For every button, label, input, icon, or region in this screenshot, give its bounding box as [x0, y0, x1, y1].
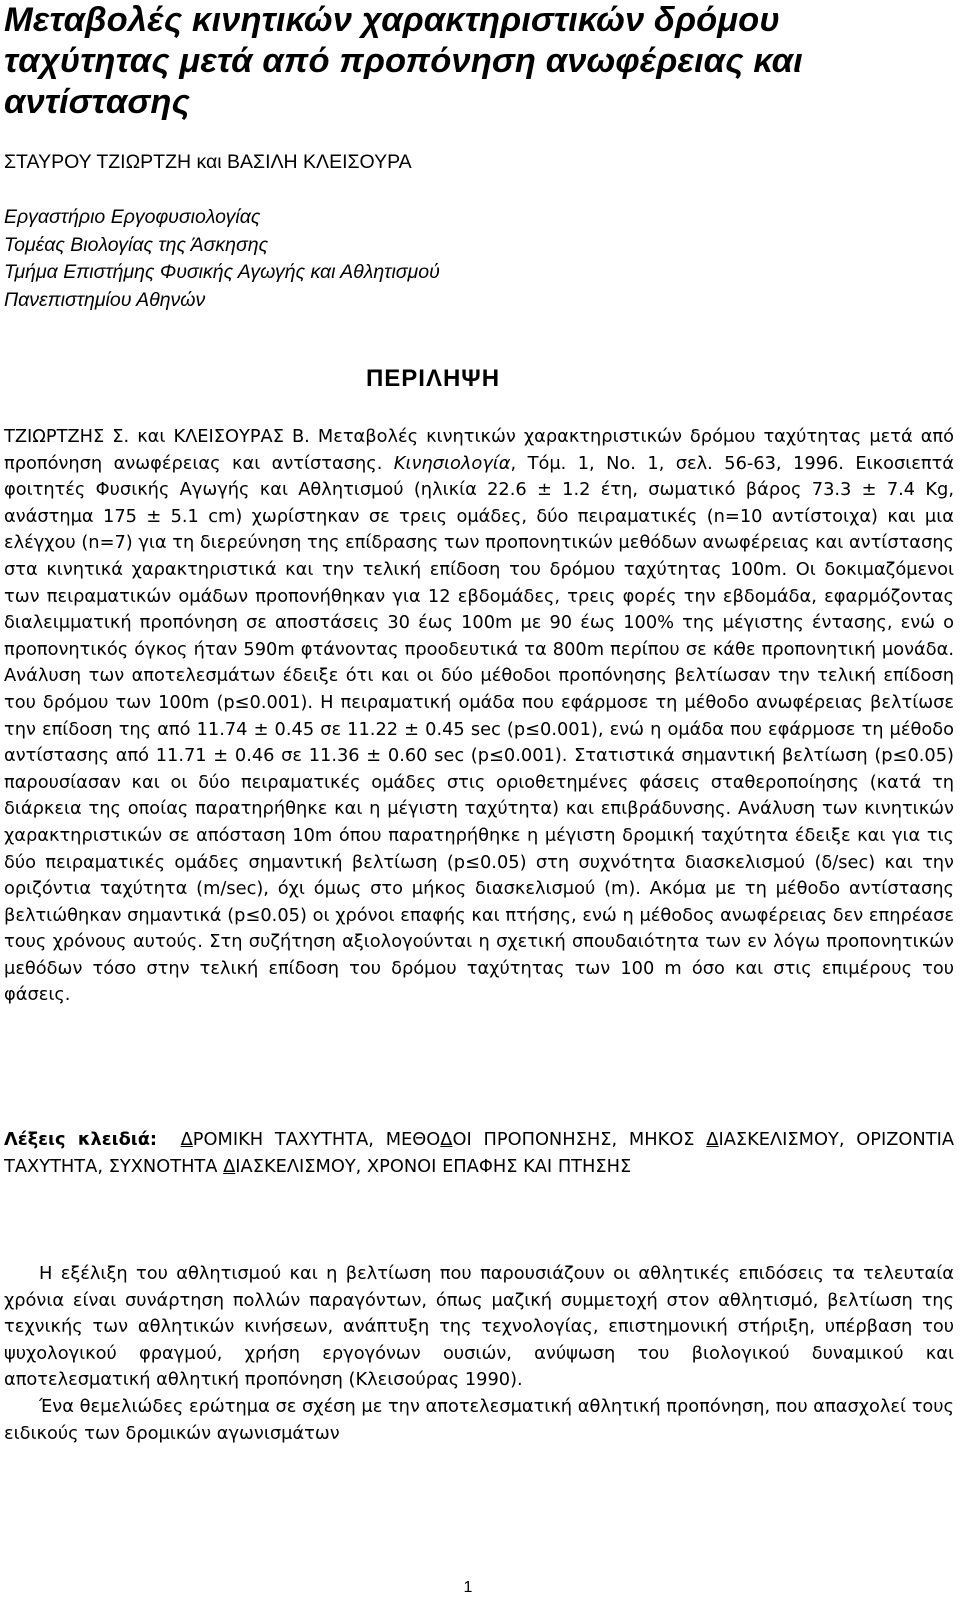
keyword-underlined-letter: Δ — [440, 1129, 453, 1150]
abstract-heading: ΠΕΡΙΛΗΨΗ — [365, 365, 501, 392]
affiliation-line: Εργαστήριο Εργοφυσιολογίας — [4, 206, 261, 228]
affiliation-block — [4, 204, 440, 314]
body-paragraph: Ένα θεμελιώδες ερώτημα σε σχέση με την αποτελεσματική αθλητική προπόνηση, που απασχολεί τους ειδικούς των δρομικών αγωνισμάτων — [4, 1395, 954, 1444]
keywords-section — [4, 1127, 954, 1180]
affiliation-line: Τομέας Βιολογίας της Άσκησης — [4, 233, 269, 256]
author-list: ΣΤΑΥΡΟΥ ΤΖΙΩΡΤΖΗ και ΒΑΣΙΛΗ ΚΛΕΙΣΟΥΡΑ — [4, 151, 412, 173]
keyword-underlined-letter: Δ — [180, 1129, 193, 1150]
page-number: 1 — [463, 1579, 473, 1596]
abstract-citation: ΤΖΙΩΡΤΖΗΣ Σ. και ΚΛΕΙΣΟΥΡΑΣ Β. Μεταβολές κινητικών χαρακτηριστικών δρόμου ταχύτητας μετά από προπόνηση ανωφέρειας και αντίστασης. — [4, 426, 954, 474]
body-paragraph: Η εξέλιξη του αθλητισμού και η βελτίωση που παρουσιάζουν οι αθλητικές επιδόσεις τα τελευταία χρόνια είναι συνάρτηση πολλών παραγόντων, όπως μαζική συμμετοχή στον αθλητισμό, βελτίωση της τεχνικής των αθλητικών κινήσεων, ανάπτυξη της τεχνολογίας, επιστημονική στήριξη, υπέρβαση του ψυχολογικού φραγμού, χρήση εργογόνων ουσιών, ανύψωση του βιολογικού δυναμικού και αποτελεσματική αθλητική προπόνηση (Κλεισούρας 1990). — [4, 1263, 954, 1391]
affiliation-line: Τμήμα Επιστήμης Φυσικής Αγωγής και Αθλητισμού — [4, 261, 440, 283]
keyword-underlined-letter: Δ — [223, 1155, 236, 1177]
keyword-text: ΟΙ ΠΡΟΠΟΝΗΣΗΣ, ΜΗΚΟΣ — [452, 1129, 695, 1150]
body-section — [4, 1261, 954, 1447]
keywords-label: Λέξεις κλειδιά: — [4, 1129, 158, 1150]
keyword-text: ΙΑΣΚΕΛΙΣΜΟΥ, ΧΡΟΝΟΙ ΕΠΑΦΗΣ ΚΑΙ ΠΤΗΣΗΣ — [235, 1155, 632, 1177]
affiliation-line: Πανεπιστημίου Αθηνών — [4, 288, 206, 311]
paper-title: Μεταβολές κινητικών χαρακτηριστικών δρόμου ταχύτητας μετά από προπόνηση ανωφέρειας και αντίστασης — [4, 1, 803, 121]
abstract-body: , Τόμ. 1, Νο. 1, σελ. 56-63, 1996. Εικοσιεπτά φοιτητές Φυσικής Αγωγής και Αθλητισμού (ηλικία 22.6 ± 1.2 έτη, σωματικό βάρος 73.3 ± 7.4 Kg, ανάστημα 175 ± 5.1 cm) χωρίστηκαν σε τρεις ομάδες, δύο πειραματικές (n=10 αντίστοιχα) και μια ελέγχου (n=7) για τη διερεύνηση της επίδρασης των προπονητικών μεθόδων ανωφέρειας και αντίστασης στα κινητικά χαρακτηριστικά και την τελική επίδοση του δρόμου ταχύτητας 100m. Οι δοκιμαζόμενοι των πειραματικών ομάδων προπονήθηκαν για 12 εβδομάδες, τρεις φορές την εβδομάδα, εφαρμόζοντας διαλειμματική προπόνηση σε αποστάσεις 30 έως 100m με 90 έως 100% της μέγιστης έντασης, ενώ ο προπονητικός όγκος ήταν 590m φτάνοντας προοδευτικά τα 800m περίπου σε κάθε προπονητική μονάδα. Ανάλυση των αποτελεσμάτων έδειξε ότι και οι δύο μέθοδοι προπόνησης βελτίωσαν την τελική επίδοση του δρόμου των 100m (p≤0.001). Η πειραματική ομάδα που εφάρμοσε τη μέθοδο ανωφέρειας βελτίωσε την επίδοση της από 11.74 ± 0.45 σε 11.22 ± 0.45 sec (p≤0.001), ενώ η ομάδα που εφάρμοσε τη μέθοδο αντίστασης από 11.71 ± 0.46 σε 11.36 ± 0.60 sec (p≤0.001). Στατιστικά σημαντική βελτίωση (p≤0.05) παρουσίασαν και οι δύο πειραματικές ομάδες στις οριοθετημένες φάσεις σταθεροποίησης (κατά τη διάρκεια της οποίας παρατηρήθηκε και η μέγιστη ταχύτητα) και επιβράδυνσης. Ανάλυση των κινητικών χαρακτηριστικών σε απόσταση 10m όπου παρατηρήθηκε η μέγιστη δρομική ταχύτητα έδειξε και για τις δύο πειραματικές ομάδες σημαντική βελτίωση (p≤0.05) στη συχνότητα διασκελισμού (δ/sec) και την οριζόντια ταχύτητα (m/sec), όχι όμως στο μήκος διασκελισμού (m). Ακόμα με τη μέθοδο αντίστασης βελτιώθηκαν σημαντικά (p≤0.05) οι χρόνοι επαφής και πτήσης, ενώ η μέθοδος ανωφέρειας δεν επηρέασε τους χρόνους αυτούς. Στη συζήτηση αξιολογούνται η σχετική σπουδαιότητα των εν λόγω προπονητικών μεθόδων τόσο στην τελική επίδοση του δρόμου ταχύτητας των 100 m όσο και στις επιμέρους του φάσεις. — [4, 452, 954, 1006]
keyword-text: ΡΟΜΙΚΗ ΤΑΧΥΤΗΤΑ, — [192, 1129, 374, 1150]
journal-name: Κινησιολογία — [393, 452, 511, 474]
keyword-underlined-letter: Δ — [706, 1129, 719, 1150]
keyword-text: ΙΑΣΚΕΛΙΣΜΟΥ, ΟΡΙΖΟΝΤΙΑ ΤΑΧΥΤΗΤΑ, ΣΥΧΝΟΤΗΤΑ — [4, 1129, 954, 1177]
keyword-text: ΜΕΘΟ — [385, 1129, 441, 1150]
abstract-paragraph — [4, 424, 954, 1009]
